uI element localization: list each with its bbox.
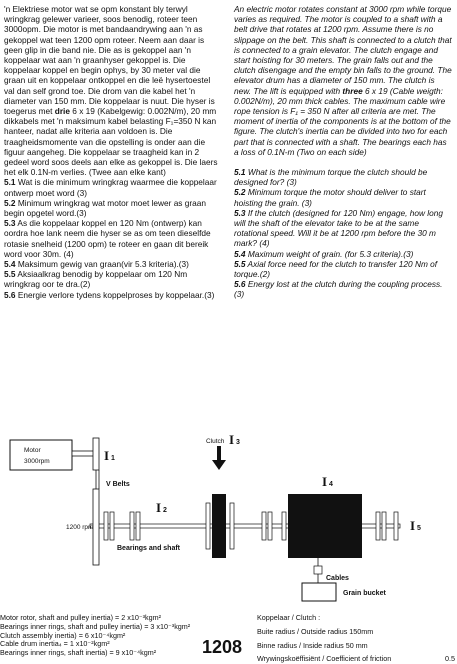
- inertia-i1-index: 1: [111, 455, 115, 462]
- inertia-i1-symbol: I: [104, 448, 110, 463]
- afrikaans-question-5-2: [4, 198, 222, 218]
- inertia-legend-line: Clutch assembly inertia) = 6 x10⁻⁴kgm²: [0, 630, 126, 640]
- question-number: 5.6: [4, 289, 16, 300]
- question-text: Minimum torque the motor should deliver to start hoisting the grain. (3): [234, 187, 426, 208]
- clutch-specs-title: Koppelaar / Clutch :: [257, 613, 321, 622]
- question-number: 5.5: [234, 258, 246, 269]
- inertia-i4-symbol: I: [322, 474, 328, 489]
- question-number: 5.1: [234, 167, 246, 178]
- bearing-5: [262, 512, 266, 540]
- inertia-legend: [0, 614, 215, 658]
- question-number: 5.4: [234, 248, 246, 259]
- clutch-arrow-shaft: [217, 446, 221, 460]
- bearing-9: [382, 512, 386, 540]
- inertia-i5-index: 5: [417, 525, 421, 532]
- inertia-i3-index: 3: [236, 439, 240, 446]
- clutch-outside-radius: Buite radius / Outside radius 150mm: [257, 626, 374, 636]
- afrikaans-questions: [4, 177, 222, 299]
- clutch-label: Clutch: [206, 438, 225, 445]
- afrikaans-question-5-5: [4, 269, 222, 289]
- motor-pulley: [93, 438, 99, 470]
- clutch-plate-left: [206, 503, 210, 549]
- page-number: 1208: [202, 637, 243, 657]
- clutch-plate-right: [230, 503, 234, 549]
- grain-bucket-label: Grain bucket: [343, 590, 386, 597]
- clutch-inside-radius: Binne radius / Inside radius 50 mm: [257, 640, 368, 650]
- afrikaans-question-5-1: [4, 177, 222, 197]
- clutch-body: [212, 494, 226, 558]
- v-belts-label: V Belts: [106, 481, 130, 488]
- english-questions: [234, 167, 452, 300]
- clutch-arrow-head: [212, 460, 226, 470]
- question-text: Axial force need for the clutch to transfer 120 Nm of torque.(2): [234, 258, 438, 280]
- question-number: 5.3: [4, 218, 16, 229]
- motor-rpm-label: 3000rpm: [24, 458, 50, 465]
- english-question-5-6: [234, 279, 452, 299]
- inertia-i2-index: 2: [163, 507, 167, 514]
- bearing-3: [130, 512, 134, 540]
- question-text: Maksimum gewig van graan(vir 5.3 kriteria).(3): [17, 259, 189, 270]
- afrikaans-intro: 'n Elektriese motor wat se opm konstant bly terwyl wringkrag gelewer varieer, soos benodig, roteer teen 3000opm. Die motor is met bandaandrywing aan 'n as gekoppel wat teen 1200 opm roteer. Neem aan daar is geen glip in die band nie. Die as is gekoppel aan 'n koppelaar wat aan 'n graanhyser gekoppel is. Die koppelaar koppel en begin ophys, by 30 meter val die graan uit en koppelaar ontkoppel en die leë hysertoestel val dan self grond toe. Die drom van die kabel het 'n diameter van 150 mm. Die koppelaar is nuut. Die hyser is toegerus met drie 6 x 19 (Kabelgewig: 0.002N/m), 20 mm dikkabels met 'n maksimum kabel belasting F₁=350 N kan hanteer, nadat alle kriteria aan voldoen is. Die traagheidsmomente van die opstelling is onder aan die figuur aangeheg. Die koppelaar se traagheid kan in 2 gedeel word soos deels aan elke as gekoppel is. Die laers het elk 0.1N-m verlies. (Twee aan elke kant): [4, 4, 218, 178]
- question-text: Energie verlore tydens koppelproses by koppelaar.(3): [17, 289, 215, 300]
- clutch-specs: [257, 614, 455, 664]
- inertia-legend-line: Bearings inner rings, shaft and pulley inertia) = 3 x10⁻³kgm²: [0, 621, 191, 631]
- question-text: Minimum wringkrag wat motor moet lewer as graan begin opgetel word.(3): [4, 197, 206, 219]
- inertia-legend-line: Motor rotor, shaft and pulley inertia) = 2 x10⁻³kgm²: [0, 613, 161, 622]
- inertia-i4-index: 4: [329, 481, 333, 488]
- afrikaans-question-5-3: [4, 218, 222, 259]
- inertia-legend-line: Bearings inner rings, shaft inertia) = 9 x10⁻⁴kgm²: [0, 648, 157, 658]
- friction-label: Wrywingskoëffisiënt / Coefficient of friction: [257, 654, 392, 664]
- question-number: 5.3: [234, 207, 246, 218]
- grain-bucket: [302, 583, 336, 601]
- drive-system-diagram: [0, 408, 457, 603]
- motor-box: [10, 440, 72, 470]
- cable-drum: [288, 494, 362, 558]
- bearing-7: [282, 512, 286, 540]
- motor-label: Motor: [24, 447, 41, 454]
- english-question-5-5: [234, 259, 452, 279]
- cable-guide: [314, 566, 322, 574]
- bearing-6: [268, 512, 272, 540]
- english-question-5-1: [234, 167, 452, 187]
- question-text: As die koppelaar koppel en 120 Nm (ontwerp) kan oordra hoe lank neem die hyser se as om teen dieselfde rotasie snelheid (1200 opm) te roteer en gaan dit bereik word voor 30m. (4): [4, 218, 211, 259]
- shaft-rpm-label: 1200 rpm: [66, 524, 94, 531]
- english-question-5-3: [234, 208, 452, 249]
- friction-value: 0.5: [445, 654, 455, 664]
- question-number: 5.2: [234, 187, 246, 198]
- question-text: Wat is die minimum wringkrag waarmee die koppelaar ontwerp moet word (3): [4, 177, 217, 198]
- inertia-legend-line: Cable drum inertia₄ = 1 x10⁻²kgm²: [0, 639, 110, 649]
- bearing-1: [104, 512, 108, 540]
- question-number: 5.5: [4, 269, 16, 280]
- afrikaans-column: [4, 4, 222, 300]
- shaft-pulley: [93, 489, 99, 565]
- bearing-8: [376, 512, 380, 540]
- question-text: Energy lost at the clutch during the coupling process. (3): [234, 279, 443, 300]
- bearing-4: [136, 512, 140, 540]
- question-number: 5.1: [4, 177, 16, 188]
- question-text: If the clutch (designed for 120 Nm) engage, how long will the shaft of the elevator take to be at the same rotational speed. Will it be at 1200 rpm before the 30 m mark? (4): [234, 207, 443, 249]
- bearing-10: [394, 512, 398, 540]
- inertia-i3-symbol: I: [229, 432, 235, 447]
- english-question-5-2: [234, 187, 452, 207]
- afrikaans-question-5-4: [4, 259, 222, 269]
- afrikaans-question-5-6: [4, 290, 222, 300]
- english-column: [234, 4, 452, 300]
- question-number: 5.6: [234, 279, 246, 290]
- motor-shaft: [72, 451, 96, 456]
- cables-label: Cables: [326, 575, 349, 582]
- friction-row: [257, 655, 455, 664]
- question-text: What is the minimum torque the clutch should be designed for? (3): [234, 167, 428, 188]
- question-text: Maximum weight of grain. (for 5.3 criteria).(3): [247, 248, 414, 259]
- bearings-label: Bearings and shaft: [117, 545, 181, 552]
- question-number: 5.4: [4, 259, 16, 270]
- inertia-i5-symbol: I: [410, 518, 416, 533]
- inertia-i2-symbol: I: [156, 500, 162, 515]
- english-question-5-4: [234, 249, 452, 259]
- question-number: 5.2: [4, 197, 16, 208]
- question-text: Aksiaalkrag benodig by koppelaar om 120 Nm wringkrag oor te dra.(2): [4, 269, 188, 290]
- bearing-2: [110, 512, 114, 540]
- english-intro: An electric motor rotates constant at 3000 rpm while torque varies as required. The motor is coupled to a shaft with a belt drive that rotates at 1200 rpm. Assume there is no slippage on the belt. This shaft is connected to a clutch that is connected to a grain elevator. The clutch engage and start hoisting for 30 meters. The grain falls out and the clutch disengage and the empty bin falls to the ground. The elevator drum has a diameter of 150 mm. The clutch is new. The lift is equipped with three 6 x 19 (Cable weigth: 0.002N/m), 20 mm thick cables. The maximum cable wire rope tension is F₁ = 350 N after all criteria are met. The moment of inertia of the components is at the bottom of the figure. The clutch's inertia can be divided into two for each part that is connected with a shaft. The bearings each has a loss of 0.1N-m (Two on each side): [234, 4, 452, 157]
